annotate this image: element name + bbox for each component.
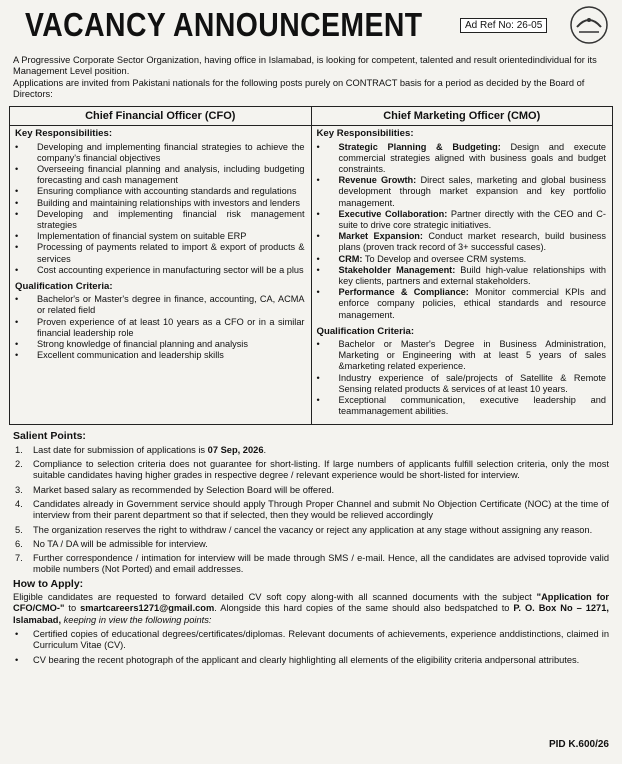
item-text: Market based salary as recommended by Selection Board will be offered. <box>33 484 335 495</box>
item-number: 5. <box>15 524 23 535</box>
cmo-column <box>311 126 613 425</box>
vacancy-announcement-page <box>5 5 617 754</box>
item-number: 2. <box>15 459 23 470</box>
cmo-responsibilities-title: Key Responsibilities: <box>316 128 414 140</box>
list-item <box>317 254 607 265</box>
list-item: • Implementation of financial system on suitable ERP <box>15 231 305 242</box>
header <box>5 5 617 45</box>
list-item: • Proven experience of at least 10 years as a CFO or in a similar financial leadership role <box>15 317 305 339</box>
cfo-responsibilities-title: Key Responsibilities: <box>15 128 113 140</box>
how-to-apply-title: How to Apply: <box>13 577 84 590</box>
list-item <box>317 175 607 209</box>
list-item: • Bachelor or Master's Degree in Business Administration, Marketing or Engineering with at least 5 years of sales &marketing related experience. <box>317 339 607 373</box>
salient-title: Salient Points: <box>13 430 86 443</box>
item-text: Design and execute commercial strategies aligned with business goals and budget constraints. <box>338 141 606 174</box>
item-text: Conduct market research, build business plans (proven track record of 3+ successful cases). <box>338 231 606 253</box>
item-text: . <box>263 444 267 455</box>
item-text: Compliance to selection criteria does not guarantee for short-listing. If large numbers of applicants fulfill selection criteria, only the most suitable candidates having higher grades in respective degree / relevant experience would be short-listed for interview. <box>33 459 609 481</box>
cfo-column <box>10 126 312 425</box>
item-text: Candidates already in Government service should apply Through Proper Channel and submit No Objection Certificate (NOC) at the time of interview from their parent department so that if selected, then they would be relieved accordingly <box>33 498 609 521</box>
list-item: • Processing of payments related to import & export of products & services <box>15 242 305 264</box>
list-item: • Exceptional communication, executive leadership and teammanagement abilities. <box>317 395 607 417</box>
list-item: • Developing and implementing financial strategies to achieve the company's financial objectives <box>15 142 305 164</box>
item-text: Monitor commercial KPIs and enforce company policies, ethical standards and resource management. <box>338 287 607 320</box>
list-item: • Strong knowledge of financial planning and analysis <box>15 339 305 350</box>
list-item <box>13 553 609 576</box>
postal-address: P. O. Box No – 1271, Islamabad, <box>13 603 609 625</box>
list-item <box>13 525 609 536</box>
item-text: The organization reserves the right to withdraw / cancel the vacancy or reject any application at any stage without assigning any reason. <box>33 524 593 535</box>
item-text: Further correspondence / intimation for interview will be made through SMS / e-mail. Hence, all the candidates are advised toprovide valid mobile numbers (Not Ported) and email addresses. <box>33 553 609 575</box>
cmo-qualification-list <box>317 339 607 417</box>
item-text: Partner directly with the CEO and C-suite to drive core strategic initiatives. <box>338 208 606 231</box>
item-bold: Strategic Planning & Budgeting: <box>338 141 501 152</box>
cmo-qualification-title: Qualification Criteria: <box>316 325 415 337</box>
item-text: Last date for submission of applications is <box>33 444 208 455</box>
cfo-qualification-title: Qualification Criteria: <box>15 281 113 293</box>
how-to-apply-paragraph <box>13 592 609 626</box>
ad-ref-label: Ad Ref No: 26-05 <box>460 18 547 33</box>
item-text: Direct sales, marketing and global business development through market expansion and key portfolio management. <box>338 175 606 208</box>
text-segment: keeping in view the following points: <box>61 614 212 625</box>
list-item: • Certified copies of educational degrees/certificates/diplomas. Relevant documents of achievements, experience anddistinctions, claimed in Curriculum Vitae (CV). <box>13 629 609 652</box>
item-bold: Stakeholder Management: <box>338 264 456 275</box>
list-item <box>13 485 609 496</box>
list-item: • Developing and implementing financial risk management strategies <box>15 209 305 231</box>
salient-list <box>13 445 609 576</box>
item-number: 1. <box>15 444 23 455</box>
page-title: VACANCY ANNOUNCEMENT <box>25 6 423 43</box>
item-number: 4. <box>15 498 23 509</box>
intro-paragraph-1: A Progressive Corporate Sector Organization, having office in Islamabad, is looking for competent, talented and result orientedindividual for its Management Level position. <box>13 55 597 77</box>
salient-points <box>5 431 617 575</box>
list-item <box>317 209 607 231</box>
cmo-heading: Chief Marketing Officer (CMO) <box>311 107 613 126</box>
text-segment: to <box>64 603 81 614</box>
text-segment: . Alongside this hard copies of the same should also bedspatched to <box>214 603 514 614</box>
list-item: • Excellent communication and leadership skills <box>15 350 305 361</box>
item-bold: CRM: <box>338 253 363 264</box>
list-item: • Ensuring compliance with accounting standards and regulations <box>15 186 305 197</box>
list-item <box>317 142 607 176</box>
cmo-responsibilities-list <box>317 142 607 321</box>
list-item: • CV bearing the recent photograph of the applicant and clearly highlighting all elements of the eligibility criteria andpersonal attributes. <box>13 655 609 666</box>
item-number: 6. <box>15 538 23 549</box>
list-item <box>13 499 609 522</box>
item-bold: Market Expansion: <box>338 231 423 242</box>
deadline-date: 07 Sep, 2026 <box>207 444 264 455</box>
item-text: Build high-value relationships with key clients, partners and external stakeholders. <box>338 264 606 287</box>
item-bold: Executive Collaboration: <box>338 208 448 219</box>
cfo-heading: Chief Financial Officer (CFO) <box>10 107 312 126</box>
how-to-apply <box>5 579 617 666</box>
organization-logo <box>567 5 611 45</box>
item-bold: Performance & Compliance: <box>338 287 469 298</box>
list-item: • Cost accounting experience in manufacturing sector will be a plus <box>15 265 305 276</box>
list-item <box>13 539 609 550</box>
item-bold: Revenue Growth: <box>338 175 417 186</box>
list-item: • Overseeing financial planning and analysis, including budgeting forecasting and cash management <box>15 164 305 186</box>
intro <box>5 55 617 100</box>
pid-number: PID K.600/26 <box>548 739 609 750</box>
subject-line: "Application for CFO/CMO-" <box>13 592 610 614</box>
cfo-qualification-list <box>15 294 305 361</box>
email-address: smartcareers1271@gmail.com <box>80 603 215 614</box>
list-item <box>317 265 607 287</box>
list-item: • Bachelor's or Master's degree in finance, accounting, CA, ACMA or related field <box>15 294 305 316</box>
how-to-apply-list <box>13 629 609 666</box>
list-item: • Building and maintaining relationships with investors and lenders <box>15 198 305 209</box>
item-number: 3. <box>15 484 23 495</box>
list-item <box>317 231 607 253</box>
item-text: To Develop and oversee CRM systems. <box>362 253 527 264</box>
posts-table <box>9 106 613 425</box>
cfo-responsibilities-list <box>15 142 305 276</box>
list-item <box>13 459 609 482</box>
list-item <box>317 287 607 321</box>
list-item <box>13 445 609 456</box>
list-item: • Industry experience of sale/projects of Satellite & Remote Sensing related products & services of at least 10 years. <box>317 373 607 395</box>
item-number: 7. <box>15 553 23 564</box>
item-text: No TA / DA will be admissible for interview. <box>33 538 208 549</box>
text-segment: Eligible candidates are requested to forward detailed CV soft copy along-with all scanned documents with the subject <box>13 592 537 603</box>
intro-paragraph-2: Applications are invited from Pakistani nationals for the following posts purely on CONTRACT basis for a period as decided by the Board of Directors: <box>13 77 585 99</box>
